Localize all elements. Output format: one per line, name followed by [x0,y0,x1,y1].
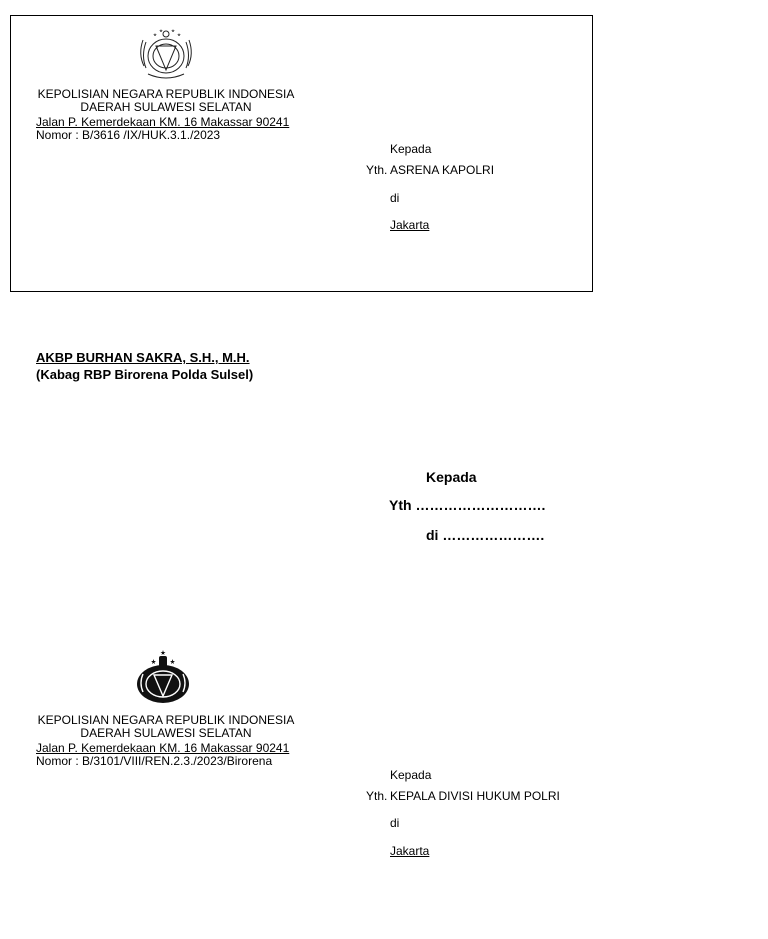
org-name-line2: DAERAH SULAWESI SELATAN [80,726,252,740]
addressee-di: di [390,191,400,205]
addressee-kepada: Kepada [390,768,432,782]
addressee-yth: Yth. [366,789,388,803]
police-emblem-icon [134,26,198,82]
addressee-recipient: ASRENA KAPOLRI [390,163,495,177]
addressee-yth: Yth. [366,163,388,177]
org-name-line1: KEPOLISIAN NEGARA REPUBLIK INDONESIA [37,87,295,101]
letter-number: Nomor : B/3616 /IX/HUK.3.1./2023 [36,128,221,142]
addressee-recipient: KEPALA DIVISI HUKUM POLRI [390,789,560,803]
signatory-name: AKBP BURHAN SAKRA, S.H., M.H. [36,350,250,365]
addressee-kepada: Kepada [390,142,432,156]
addressee-city: Jakarta [390,218,430,232]
letter-number: Nomor : B/3101/VIII/REN.2.3./2023/Birorena [36,754,273,768]
template-di: di …………………. [426,527,545,543]
addressee-city: Jakarta [390,844,430,858]
org-name-line1: KEPOLISIAN NEGARA REPUBLIK INDONESIA [37,713,295,727]
org-name-line2: DAERAH SULAWESI SELATAN [80,100,252,114]
org-address: Jalan P. Kemerdekaan KM. 16 Makassar 90241 [36,741,290,755]
signatory-title: (Kabag RBP Birorena Polda Sulsel) [36,367,254,382]
envelope-frame [10,15,593,292]
addressee-di: di [390,816,400,830]
template-kepada: Kepada [426,469,477,485]
police-emblem-icon [130,650,196,706]
org-address: Jalan P. Kemerdekaan KM. 16 Makassar 90241 [36,115,290,129]
template-yth: Yth ………………………. [389,497,546,513]
